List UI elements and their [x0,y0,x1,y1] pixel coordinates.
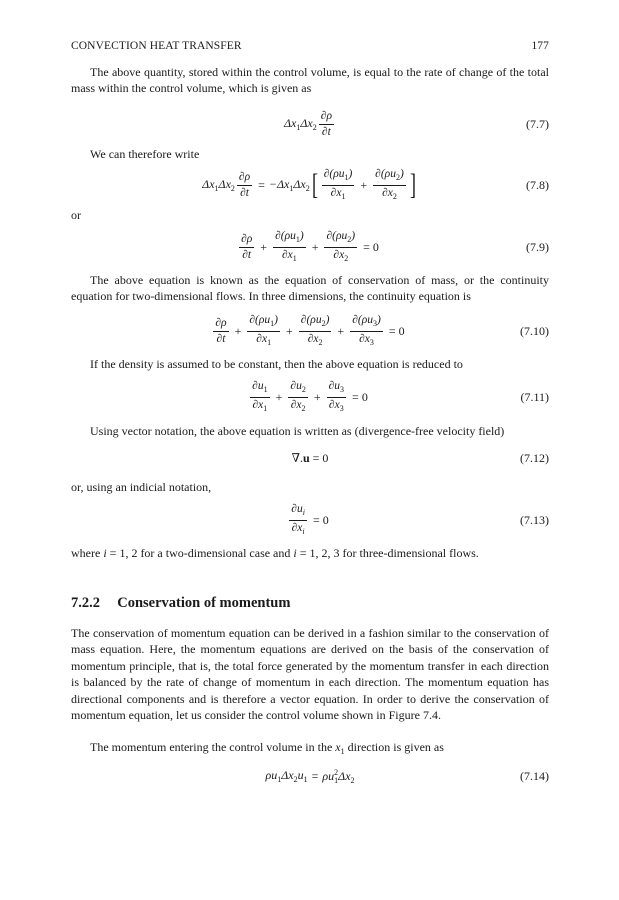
equation-number: (7.14) [520,768,549,783]
paragraph-indicial: or, using an indicial notation, [71,480,212,494]
section-title: Conservation of momentum [117,595,291,611]
equation-7-10: $\frac{\partial\rho}{\partial t}$ + $\frac{\partial(\rho u_1)}{\partial x_1}$ + $\frac{\partial(\rho u_2)}{\partial x_2}$ + $\frac{\partial(\rho u_3)}{\partial x_3}$ = 0 (7.10) [215,313,549,347]
equation-7-11: $\frac{\partial u_1}{\partial x_1}$ + $\frac{\partial u_2}{\partial x_2}$ + $\frac{\partial u_3}{\partial x_3}$ = 0 (7.11) [252,379,549,413]
section-number: 7.2.2 [71,595,100,611]
equation-7-13: $\frac{\partial u_i}{\partial x_i}$ = 0 (7.13) [291,502,549,536]
page-number: 177 [531,40,549,52]
equation-number: (7.13) [520,512,549,527]
equation-7-12: ∇.u = 0 (7.12) [291,450,549,465]
paragraph-where: where i = 1, 2 for a two-dimensional case and i = 1, 2, 3 for three-dimensional flows. [71,546,479,560]
section-heading [71,595,290,612]
paragraph-vector-notation: Using vector notation, the above equation is written as (divergence-free velocity field) [90,424,505,438]
connector-or: or [71,208,81,222]
equation-number: (7.7) [526,116,549,131]
equation-7-14: $\rho u_1\Delta x_2u_1$ = $\rho u^2_1\Delta x_2$ (7.14) [265,767,549,785]
equation-7-7: $\Delta x_1\Delta x_2$ $\frac{\partial\rho}{\partial t}$ (7.7) [284,109,549,138]
paragraph-intro: The above quantity, stored within the control volume, is equal to the rate of change of the total mass within the control volume, which is given as [71,65,549,96]
equation-number: (7.9) [526,239,549,254]
equation-number: (7.10) [520,323,549,338]
paragraph-momentum-entering: The momentum entering the control volume in the $x_1$ direction is given as [90,740,444,756]
equation-number: (7.8) [526,177,549,192]
paragraph-constant-density: If the density is assumed to be constant, then the above equation is reduced to [90,357,463,371]
equation-7-8: $\Delta x_1\Delta x_2$ $\frac{\partial\rho}{\partial t}$ = $-\Delta x_1\Delta x_2$ [ $\frac{\partial(\rho u_1)}{\partial x_1}$ + $\frac{\partial(\rho u_2)}{\partial x_2}$ ] (7.8) [202,167,549,201]
equation-number: (7.11) [520,389,549,404]
paragraph-therefore: We can therefore write [90,147,200,161]
running-title: CONVECTION HEAT TRANSFER [71,40,242,52]
paragraph-momentum: The conservation of momentum equation can be derived in a fashion similar to the conservation of mass equation. Here, the momentum equations are derived on the basis of the conservation of momentum principle, that is, the total force generated by the momentum transfer in each direction is balanced by the rate of change of momentum in each direction. The momentum equation has directional components and is therefore a vector equation. In order to derive the conservation of momentum equation, let us consider the control volume shown in Figure 7.4. [71,626,549,723]
paragraph-continuity: The above equation is known as the equation of conservation of mass, or the continuity equation for two-dimensional flows. In three dimensions, the continuity equation is [71,273,549,304]
equation-number: (7.12) [520,450,549,465]
equation-7-9: $\frac{\partial\rho}{\partial t}$ + $\frac{\partial(\rho u_1)}{\partial x_1}$ + $\frac{\partial(\rho u_2)}{\partial x_2}$ = 0 (7.9) [241,229,549,263]
